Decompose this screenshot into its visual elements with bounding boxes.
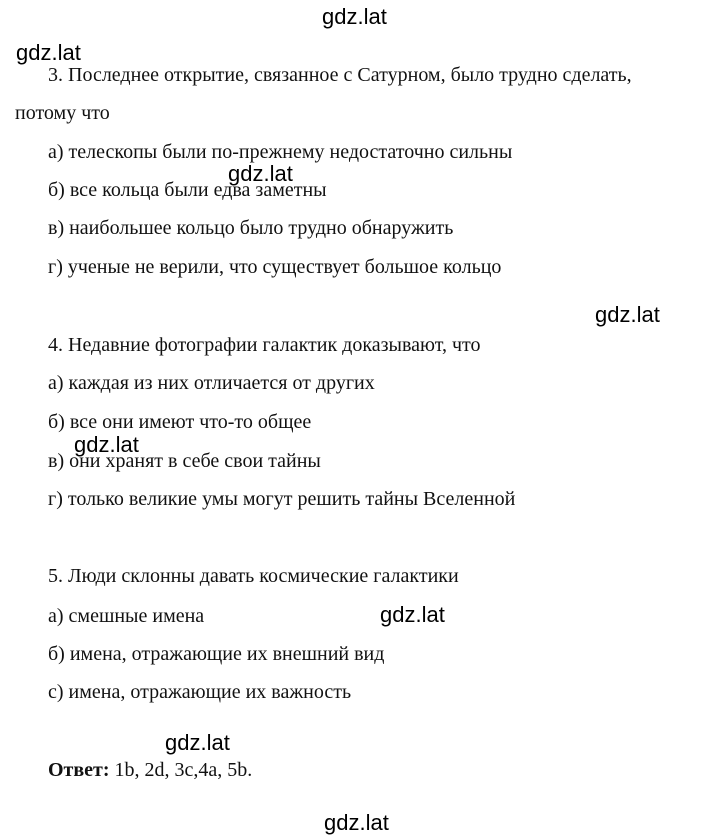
q3-option-c: в) наибольшее кольцо было трудно обнаружить	[48, 217, 454, 239]
watermark-q3-middle: gdz.lat	[228, 161, 293, 186]
q4-option-d: г) только великие умы могут решить тайны Вселенной	[48, 488, 516, 510]
q4-option-b: б) все они имеют что-то общее	[48, 411, 312, 433]
q3-option-b: б) все кольца были едва заметны	[48, 179, 327, 201]
q5-option-a: а) смешные имена	[48, 605, 205, 627]
q5-option-c: с) имена, отражающие их важность	[48, 681, 352, 703]
answer-line	[48, 758, 252, 782]
watermark-right: gdz.lat	[595, 302, 660, 327]
q4-option-c: в) они хранят в себе свои тайны	[48, 450, 321, 472]
q3-option-d: г) ученые не верили, что существует большое кольцо	[48, 256, 502, 278]
answer-value: 1b, 2d, 3c,4a, 5b.	[109, 759, 253, 781]
watermark-top-left: gdz.lat	[16, 40, 81, 65]
q4-stem: 4. Недавние фотографии галактик доказывают, что	[48, 334, 481, 356]
q3-stem-line2: потому что	[15, 102, 110, 124]
answer-label: Ответ:	[48, 759, 110, 781]
watermark-q4-left: gdz.lat	[74, 432, 139, 457]
q3-stem-line1: 3. Последнее открытие, связанное с Сатурном, было трудно сделать,	[48, 64, 632, 86]
watermark-top-center: gdz.lat	[322, 4, 387, 29]
watermark-q5-middle: gdz.lat	[380, 602, 445, 627]
q5-option-b: б) имена, отражающие их внешний вид	[48, 643, 385, 665]
q5-stem: 5. Люди склонны давать космические галактики	[48, 565, 459, 587]
watermark-bottom-center: gdz.lat	[324, 810, 389, 835]
q4-option-a: а) каждая из них отличается от других	[48, 372, 375, 394]
watermark-answer: gdz.lat	[165, 730, 230, 755]
q3-option-a: а) телескопы были по-прежнему недостаточно сильны	[48, 141, 513, 163]
